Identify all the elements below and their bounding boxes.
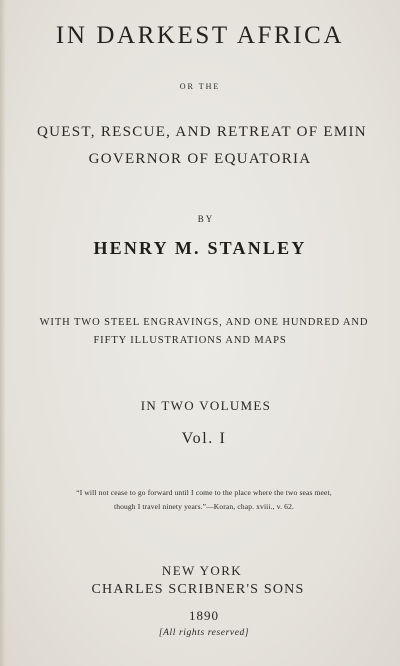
author-name: HENRY M. STANLEY xyxy=(93,238,307,258)
illustrations-note-line-2: FIFTY ILLUSTRATIONS AND MAPS xyxy=(93,335,287,346)
publisher-name: CHARLES SCRIBNER'S SONS xyxy=(91,582,305,597)
publication-city: NEW YORK xyxy=(161,563,243,578)
book-title: IN DARKEST AFRICA xyxy=(55,22,345,49)
by-label: BY xyxy=(197,214,215,224)
subtitle-line-2: GOVERNOR OF EQUATORIA xyxy=(88,151,312,167)
volumes-count: IN TWO VOLUMES xyxy=(140,398,272,413)
rights-notice: [All rights reserved] xyxy=(158,628,250,638)
volume-number: Vol. I xyxy=(181,430,227,447)
subtitle-line-1: QUEST, RESCUE, AND RETREAT OF EMIN xyxy=(37,124,367,140)
epigraph-line-1: “I will not cease to go forward until I come to the place where the two seas meet, xyxy=(76,488,332,497)
epigraph-line-2: though I travel ninety years.”—Koran, chap. xviii., v. 62. xyxy=(113,502,295,511)
or-the-connector: OR THE xyxy=(179,82,221,91)
publication-year: 1890 xyxy=(189,608,219,623)
illustrations-note-line-1: WITH TWO STEEL ENGRAVINGS, AND ONE HUNDRED AND xyxy=(39,317,369,328)
